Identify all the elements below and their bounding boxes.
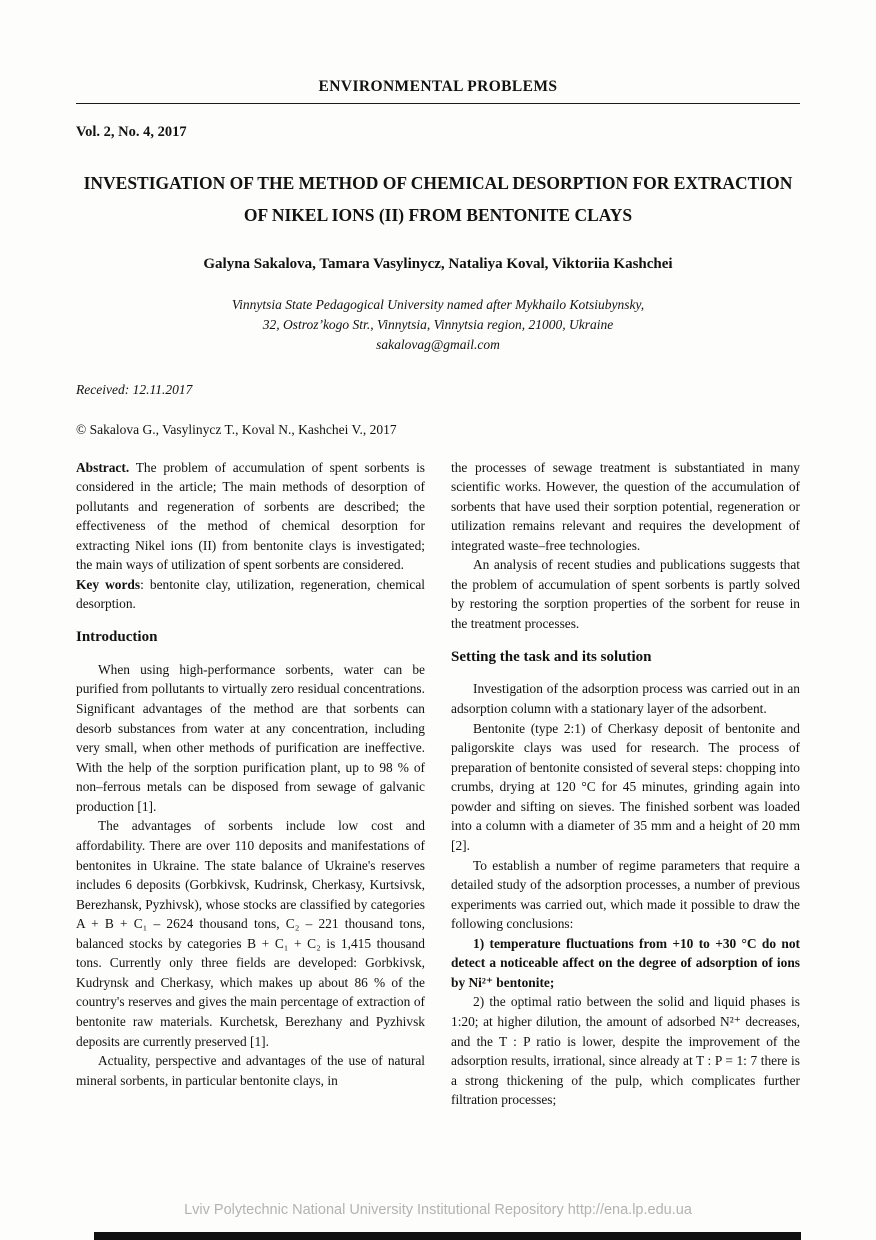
left-column: [76, 458, 425, 1110]
task-paragraph-1: Investigation of the adsorption process was carried out in an adsorption column with a stationary layer of the adsorbent.: [451, 681, 800, 717]
volume-line: Vol. 2, No. 4, 2017: [76, 124, 187, 140]
introduction-heading: Introduction: [76, 629, 158, 645]
right-column: [451, 458, 800, 1110]
conclusion-item-1: 1) temperature fluctuations from +10 to +30 °C do not detect a noticeable affect on the degree of adsorption of ions by Ni²⁺ bentonite;: [451, 935, 800, 990]
affiliation-email: sakalovag@gmail.com: [376, 337, 500, 353]
task-paragraph-2: Bentonite (type 2:1) of Cherkasy deposit of bentonite and paligorskite clays was used for research. The process of preparation of bentonite consisted of several steps: chopping into crumbs, drying at 120 °C for 45 minutes, grinding again into powder and sifting on sieves. The finished sorbent was loaded into a column with a diameter of 35 mm and a height of 20 mm [2].: [451, 720, 800, 853]
task-paragraph-3: To establish a number of regime parameters that require a detailed study of the adsorption processes, a number of previous experiments was carried out, which made it possible to draw the following conclusions:: [451, 857, 800, 932]
keywords-paragraph: [76, 575, 425, 614]
copyright-line: © Sakalova G., Vasylinycz T., Koval N., Kashchei V., 2017: [76, 421, 397, 437]
intro-paragraph-3: Actuality, perspective and advantages of the use of natural mineral sorbents, in particular bentonite clays, in: [76, 1053, 425, 1088]
repository-footer: Lviv Polytechnic National University Institutional Repository http://ena.lp.edu.ua: [184, 1202, 692, 1218]
right-paragraph-1: the processes of sewage treatment is substantiated in many scientific works. However, the question of the accumulation of sorbents that have used their sorption potential, regeneration or utilization remains relevant and requires the development of integrated waste–free technologies.: [451, 459, 800, 553]
keywords-label: Key words: [76, 576, 141, 592]
abstract-paragraph: [76, 458, 425, 575]
affiliation-line-2: 32, Ostroz’kogo Str., Vinnytsia, Vinnytsia region, 21000, Ukraine: [262, 317, 614, 332]
intro-paragraph-2: The advantages of sorbents include low cost and affordability. There are over 110 deposits and manifestations of bentonites in Ukraine. The state balance of Ukraine's reserves includes 6 deposits (Gorbkivsk, Kudrinsk, Cherkasy, Kurtsivsk, Berezhansk, Pyzhivsk), whose stocks are classified by categories A + B + C₁ – 2624 thousand tons, C₂ – 221 thousand tons, balanced stocks by categories B + C₁ + C₂ is 1,415 thousand tons. Currently only three fields are developed: Gorbkivsk, Kudrynsk and Cherkasy, which makes up about 86 % of the country's reserves and gives the main percentage of extraction of bentonite raw materials. Kurchetsk, Berezhany and Pyzhivsk deposits are currently preserved [1].: [76, 818, 425, 1049]
article-title: INVESTIGATION OF THE METHOD OF CHEMICAL DESORPTION FOR EXTRACTION OF NIKEL IONS (II) FROM BENTONITE CLAYS: [83, 173, 793, 226]
two-column-body: [76, 458, 800, 1110]
authors-line: Galyna Sakalova, Tamara Vasylinycz, Nataliya Koval, Viktoriia Kashchei: [203, 255, 673, 272]
received-line: Received: 12.11.2017: [76, 381, 193, 397]
keywords-text: : bentonite clay, utilization, regeneration, chemical desorption.: [76, 576, 425, 612]
conclusion-item-2: 2) the optimal ratio between the solid and liquid phases is 1:20; at higher dilution, the amount of adsorbed N²⁺ decreases, and the T : P ratio is lower, despite the improvement of the adsorption results, irrational, since already at T : P = 1: 7 there is a strong thickening of the pulp, which complicates further filtration processes;: [451, 994, 800, 1108]
abstract-text: The problem of accumulation of spent sorbents is considered in the article; The main methods of desorption of pollutants and regeneration of sorbents are described; the effectiveness of the method of chemical desorption for extracting Nikel ions (II) from bentonite clays is investigated; the main ways of utilization of spent sorbents are considered.: [76, 459, 425, 573]
affiliation-line-1: Vinnytsia State Pedagogical University named after Mykhailo Kotsiubynsky,: [231, 296, 645, 312]
intro-paragraph-1: When using high-performance sorbents, water can be purified from pollutants to virtually zero residual concentrations. Significant advantages of the method are that sorbents can desorb substances from water at any concentration, including very small, when other methods of purification are ineffective. With the help of the sorption purification plant, up to 98 % of non–ferrous metals can be disposed from sewage of galvanic production [1].: [76, 661, 425, 814]
abstract-label: Abstract.: [76, 459, 130, 475]
right-paragraph-2: An analysis of recent studies and publications suggests that the problem of accumulation of spent sorbents is partly solved by restoring the sorption properties of the sorbent for reuse in the treatment processes.: [451, 557, 800, 631]
affiliation-block: [76, 295, 800, 356]
running-head: ENVIRONMENTAL PROBLEMS: [76, 78, 800, 104]
page-bottom-bar: [94, 1232, 801, 1240]
task-section-heading: Setting the task and its solution: [451, 648, 652, 665]
